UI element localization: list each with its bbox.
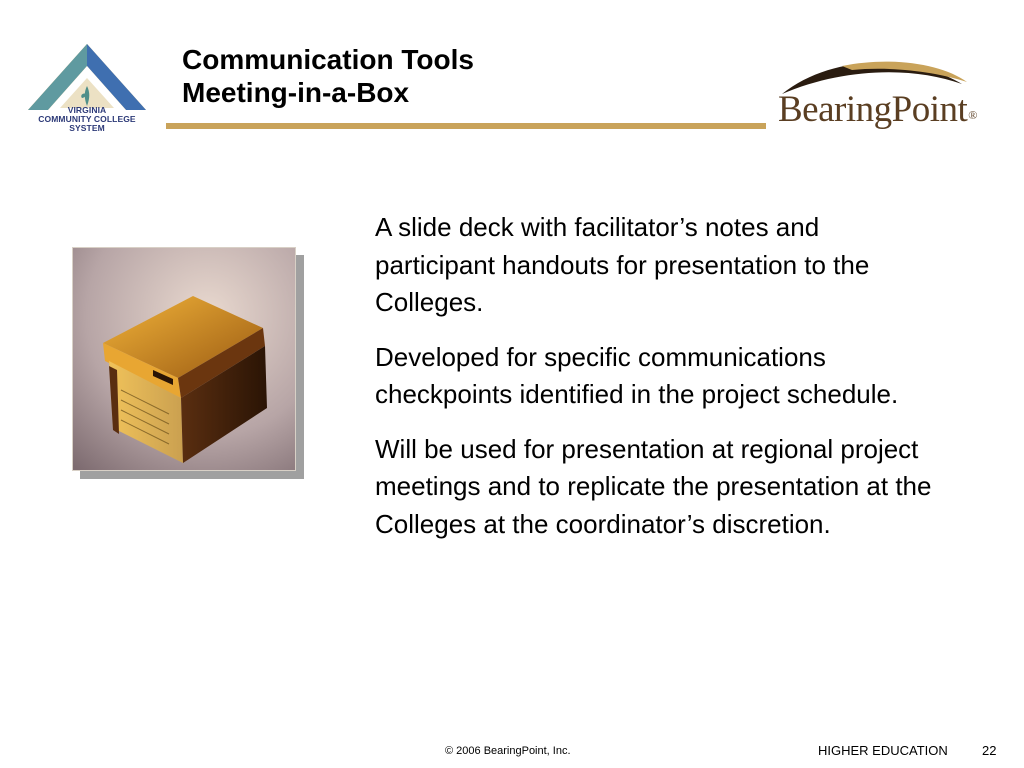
page-number: 22 bbox=[982, 743, 997, 758]
bearingpoint-logo bbox=[772, 54, 977, 136]
footer-copyright: © 2006 BearingPoint, Inc. bbox=[445, 745, 571, 757]
bullet-item-2: Developed for specific communications checkpoints identified in the project schedule. bbox=[375, 341, 899, 409]
bullet-list bbox=[375, 209, 945, 560]
bullet-item-3: Will be used for presentation at regional project meetings and to replicate the presentation at the Colleges at the coordinator’s discretion. bbox=[375, 433, 932, 539]
vccs-logo bbox=[22, 38, 152, 146]
vccs-line3: SYSTEM bbox=[69, 123, 105, 133]
vccs-line2: COMMUNITY COLLEGE bbox=[38, 114, 136, 124]
vccs-line1: VIRGINIA bbox=[67, 105, 107, 115]
vccs-logo-text bbox=[22, 106, 152, 133]
slide-title bbox=[182, 43, 474, 109]
title-line-2: Meeting-in-a-Box bbox=[182, 77, 410, 108]
registered-mark: ® bbox=[968, 108, 977, 122]
bearingpoint-name: BearingPoint bbox=[778, 89, 968, 130]
title-line-1: Communication Tools bbox=[182, 44, 474, 75]
bearingpoint-wordmark bbox=[778, 88, 977, 131]
title-underline bbox=[166, 123, 766, 129]
footer-label: HIGHER EDUCATION bbox=[818, 743, 948, 758]
bullet-item-1: A slide deck with facilitator’s notes and participant handouts for presentation to the Colleges. bbox=[375, 212, 870, 317]
file-box-photo bbox=[72, 247, 296, 471]
